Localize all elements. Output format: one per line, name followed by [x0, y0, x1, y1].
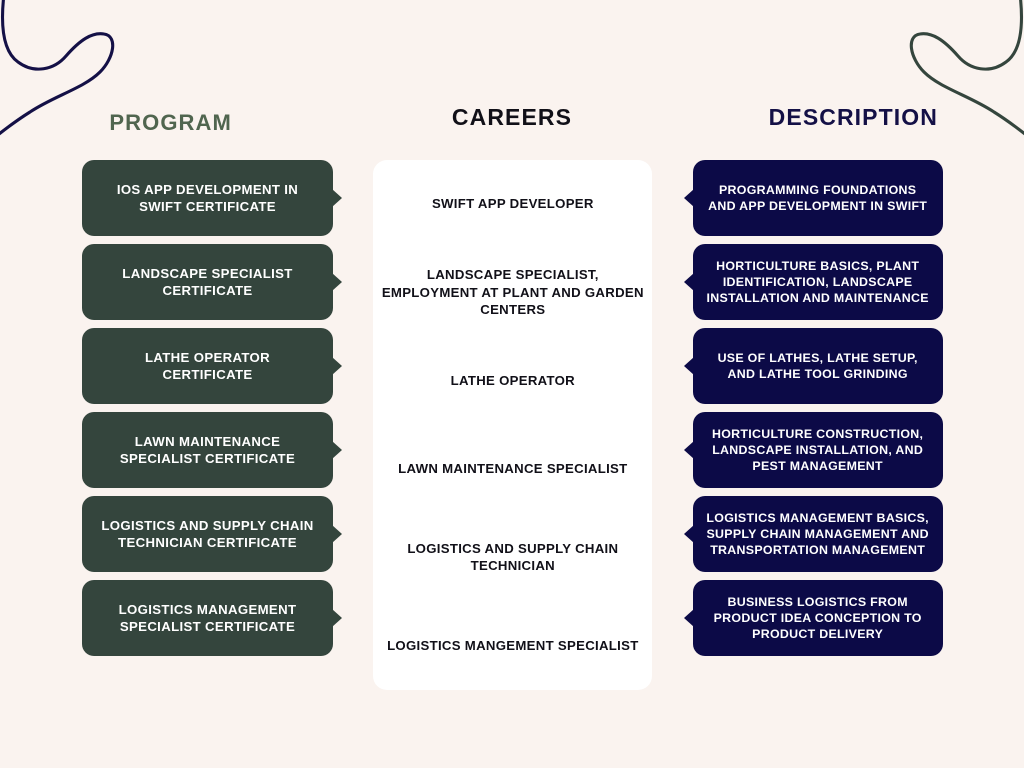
description-card[interactable]: BUSINESS LOGISTICS FROM PRODUCT IDEA CONCEPTION TO PRODUCT DELIVERY	[693, 580, 943, 656]
description-card[interactable]: USE OF LATHES, LATHE SETUP, AND LATHE TOOL GRINDING	[693, 328, 943, 404]
career-item[interactable]: LOGISTICS AND SUPPLY CHAIN TECHNICIAN	[407, 540, 619, 574]
description-column	[683, 0, 1024, 768]
program-card-stack	[82, 160, 333, 656]
description-card[interactable]: PROGRAMMING FOUNDATIONS AND APP DEVELOPMENT IN SWIFT	[693, 160, 943, 236]
description-card[interactable]: LOGISTICS MANAGEMENT BASICS, SUPPLY CHAIN MANAGEMENT AND TRANSPORTATION MANAGEMENT	[693, 496, 943, 572]
description-column-header: DESCRIPTION	[768, 104, 938, 130]
program-column	[0, 0, 341, 768]
career-item[interactable]: SWIFT APP DEVELOPER	[431, 196, 594, 212]
careers-column-header: CAREERS	[451, 104, 573, 130]
program-card[interactable]: LAWN MAINTENANCE SPECIALIST CERTIFICATE	[82, 412, 333, 488]
program-card[interactable]: LATHE OPERATOR CERTIFICATE	[82, 328, 333, 404]
description-card[interactable]: HORTICULTURE BASICS, PLANT IDENTIFICATION, LANDSCAPE INSTALLATION AND MAINTENANCE	[693, 244, 943, 320]
description-card-stack	[693, 160, 943, 656]
careers-panel	[373, 160, 652, 690]
career-item[interactable]: LANDSCAPE SPECIALIST, EMPLOYMENT AT PLANT AND GARDEN CENTERS	[381, 266, 644, 318]
careers-column	[341, 0, 682, 768]
career-item[interactable]: LATHE OPERATOR	[450, 372, 575, 388]
program-column-header: PROGRAM	[109, 110, 232, 135]
program-card[interactable]: LANDSCAPE SPECIALIST CERTIFICATE	[82, 244, 333, 320]
program-card[interactable]: IOS APP DEVELOPMENT IN SWIFT CERTIFICATE	[82, 160, 333, 236]
career-item[interactable]: LOGISTICS MANGEMENT SPECIALIST	[387, 637, 639, 653]
description-card[interactable]: HORTICULTURE CONSTRUCTION, LANDSCAPE INSTALLATION, AND PEST MANAGEMENT	[693, 412, 943, 488]
program-card[interactable]: LOGISTICS AND SUPPLY CHAIN TECHNICIAN CERTIFICATE	[82, 496, 333, 572]
career-item[interactable]: LAWN MAINTENANCE SPECIALIST	[398, 461, 628, 477]
program-card[interactable]: LOGISTICS MANAGEMENT SPECIALIST CERTIFICATE	[82, 580, 333, 656]
